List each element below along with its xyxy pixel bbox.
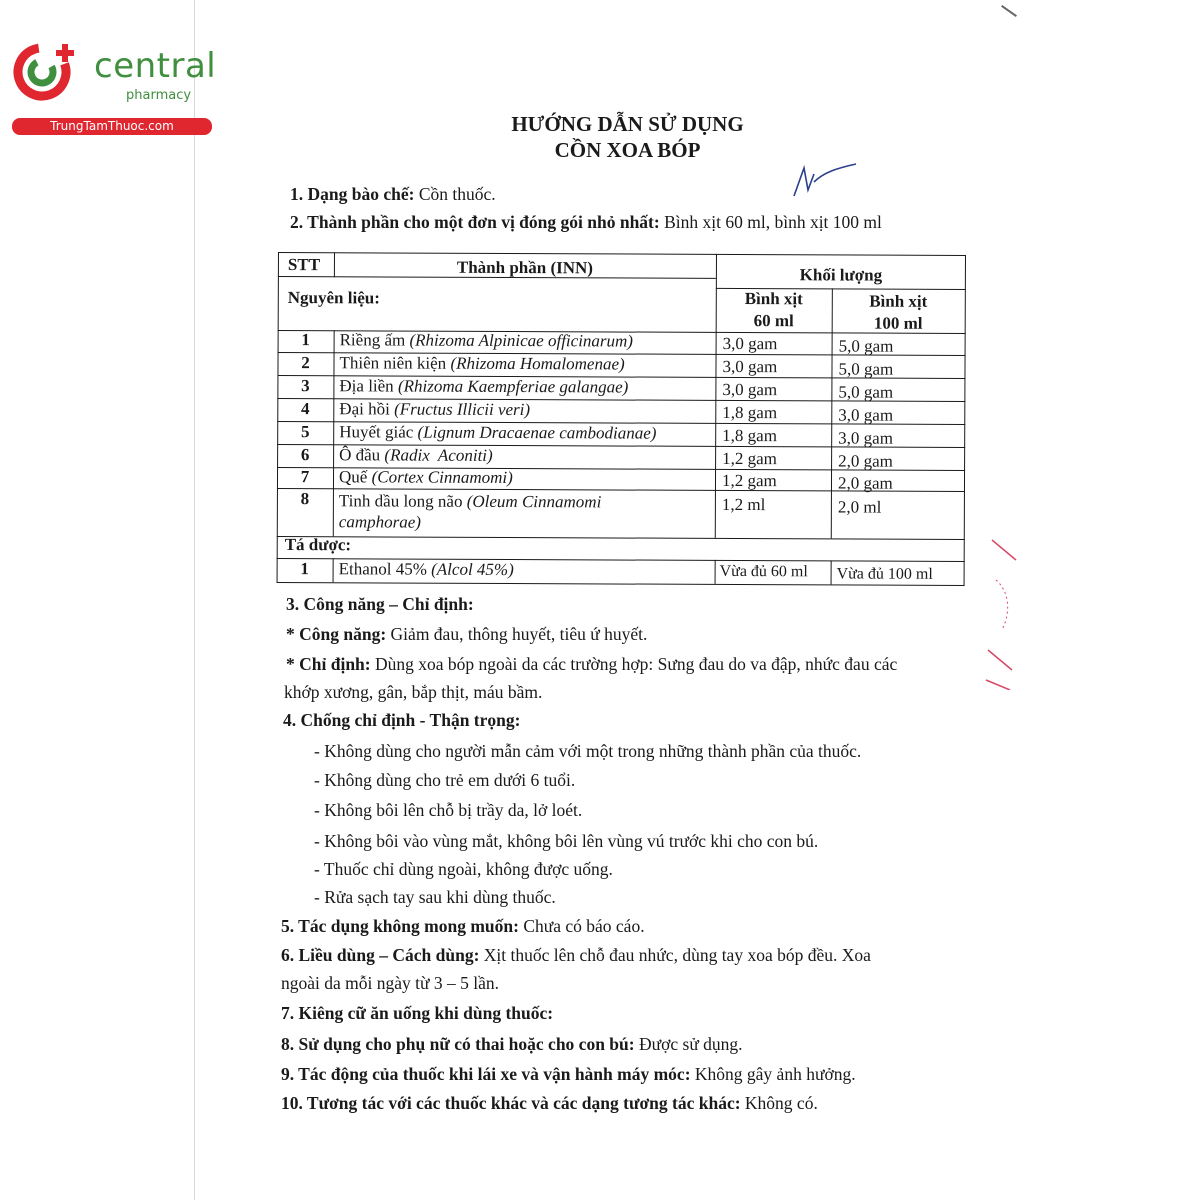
logo-name: central [94,46,217,86]
list-item: - Thuốc chỉ dùng ngoài, không được uống. [314,859,613,879]
row-100ml: 5,0 gam [838,382,894,402]
col-100ml-line1: Bình xịt [869,291,928,311]
document-title: HƯỚNG DẪN SỬ DỤNG [511,112,744,136]
header-ingredient: Thành phần (INN) [456,257,594,278]
row-ingredient: Riềng ấm (Rhizoma Alpinicae officinarum) [339,330,634,351]
section-6: 6. Liều dùng – Cách dùng: Xịt thuốc lên chỗ đau nhức, dùng tay xoa bóp đều. Xoa [281,945,871,965]
row-60ml: 1,2 gam [722,448,777,469]
row-stt: 3 [301,376,310,396]
section-7: 7. Kiêng cữ ăn uống khi dùng thuốc: [281,1003,554,1023]
row-100ml: Vừa đủ 100 ml [836,565,933,583]
section-3-heading: 3. Công năng – Chỉ định: [286,594,474,614]
section-2 [290,212,882,233]
row-ingredient: Ô đầu (Radix Aconiti) [339,445,493,465]
section-10: 10. Tương tác với các thuốc khác và các dạng tương tác khác: Không có. [281,1093,818,1113]
section-2-label: 2. Thành phần cho một đơn vị đóng gói nhỏ nhất: [290,212,660,232]
row-stt: 5 [300,422,310,442]
row-100ml: 2,0 ml [837,497,882,517]
section-8: 8. Sử dụng cho phụ nữ có thai hoặc cho con bú: Được sử dụng. [281,1034,743,1054]
row-60ml: 3,0 gam [722,379,778,400]
row-100ml: 3,0 gam [838,428,894,448]
row-100ml: 2,0 gam [837,473,893,493]
row-60ml: 1,8 gam [722,402,778,423]
row-60ml: 3,0 gam [722,333,778,354]
section-6-cont: ngoài da mỗi ngày từ 3 – 5 lần. [281,973,499,993]
central-logo-icon [8,36,80,108]
section-4-heading: 4. Chống chỉ định - Thận trọng: [283,710,521,730]
col-60ml-line1: Bình xịt [744,289,803,309]
row-100ml: 3,0 gam [838,405,894,425]
list-item: - Không bôi lên chỗ bị trầy da, lở loét. [314,800,583,820]
row-ingredient: Thiên niên kiện (Rhizoma Homalomenae) [339,353,625,374]
row-stt: 8 [300,489,310,509]
col-60ml-line2: 60 ml [753,311,794,331]
section-3-chi-dinh: * Chỉ định: Dùng xoa bóp ngoài da các trường hợp: Sưng đau do va đập, nhức đau các [286,654,898,674]
row-60ml: 1,2 gam [721,470,777,491]
list-item: - Không bôi vào vùng mắt, không bôi lên vùng vú trước khi cho con bú. [314,831,819,851]
section-1-label: 1. Dạng bào chế: [290,184,415,204]
row-100ml: 5,0 gam [838,359,894,379]
row-ingredient: Địa liền (Rhizoma Kaempferiae galangae) [339,376,629,397]
row-60ml: Vừa đủ 60 ml [719,562,808,581]
row-60ml: 3,0 gam [722,356,778,377]
col-100ml-line2: 100 ml [873,313,923,333]
row-60ml: 1,2 ml [721,494,766,515]
row-ingredient-cont: camphorae) [338,512,422,532]
header-stt: STT [287,255,321,275]
section-3-cong-nang: * Công năng: Giảm đau, thông huyết, tiêu ứ huyết. [286,624,648,644]
section-9: 9. Tác động của thuốc khi lái xe và vận hành máy móc: Không gây ảnh hưởng. [281,1064,856,1084]
raw-material-label: Nguyên liệu: [287,288,380,308]
document-subtitle: CỒN XOA BÓP [554,138,701,162]
row-ingredient: Đại hồi (Fructus Illicii veri) [339,399,531,420]
row-stt: 1 [300,559,309,579]
logo-website: TrungTamThuoc.com [12,118,212,135]
paper-corner-mark [1001,5,1017,17]
row-stt: 7 [300,467,310,487]
logo-subtitle: pharmacy [126,88,192,103]
paper-edge [194,0,195,1200]
row-stt: 4 [301,399,310,419]
row-ingredient: Tinh dầu long não (Oleum Cinnamomi [338,491,602,512]
list-item: - Rửa sạch tay sau khi dùng thuốc. [314,887,556,907]
list-item: - Không dùng cho người mẫn cảm với một trong những thành phần của thuốc. [314,741,862,761]
row-100ml: 5,0 gam [838,336,894,356]
row-stt: 6 [300,445,310,465]
row-ingredient: Quế (Cortex Cinnamomi) [338,467,513,488]
section-2-text: Bình xịt 60 ml, bình xịt 100 ml [664,212,882,232]
red-stamp-mark [982,530,1022,690]
ingredients-table [277,252,966,585]
list-item: - Không dùng cho trẻ em dưới 6 tuổi. [314,770,576,790]
row-ingredient: Huyết giác (Lignum Dracaenae cambodianae) [339,422,657,443]
row-ingredient: Ethanol 45% (Alcol 45%) [338,559,514,580]
section-3-chi-dinh-cont: khớp xương, gân, bắp thịt, máu bầm. [284,682,543,702]
excipient-label: Tá dược: [284,535,352,555]
row-60ml: 1,8 gam [722,425,778,446]
signature-mark [790,160,860,200]
section-1-text: Cồn thuốc. [418,184,496,204]
section-1 [290,184,496,205]
header-mass: Khối lượng [799,265,883,285]
row-stt: 2 [301,353,310,373]
row-stt: 1 [301,330,310,350]
row-100ml: 2,0 gam [838,451,893,471]
section-5: 5. Tác dụng không mong muốn: Chưa có báo cáo. [281,916,645,936]
